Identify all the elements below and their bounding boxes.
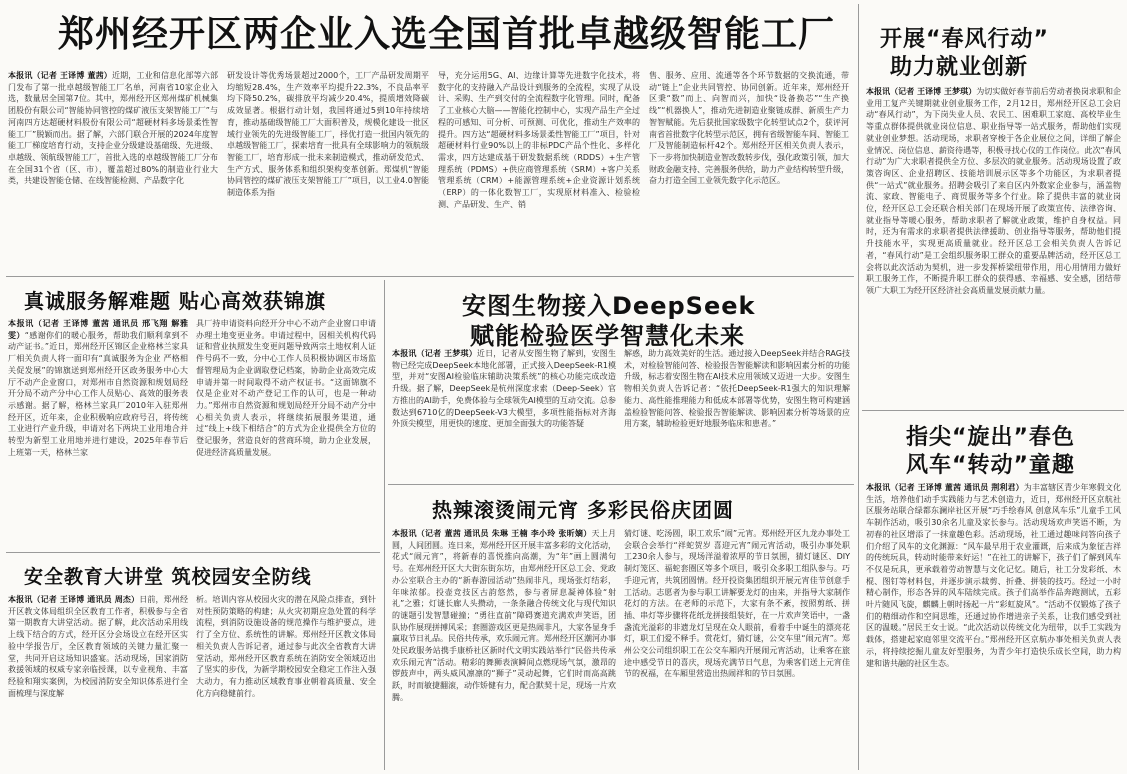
headline-windmill-l1: 指尖“旋出”春色 xyxy=(906,425,1075,450)
a1-text3: 导，充分运用5G、AI、边缘计算等先进数字化技术，将数字化的支持融入产品设计到服务的全流程，实现了从设计、采购、生产到交付的全流程数字化管理。同时，配备了工业核心大脑——智能化控制中心，实现产品生产全过程的可感知、可分析、可预测、可优化，推动生产效率的提升。四方达“超硬材料多场景柔性智能工厂”项目，针对超硬材料行业90%以上的非标PDC产品个性化、多样化需求，四方达建成基于研发数据系统（RDDS）+生产管理系统（PDMS）+供应商管理系统（SRM）+客户关系管理系统（CRM）+能源管理系统+企业资源计划系统（ERP）的一体化数智工厂，实现原材料准入、检验检测、产品研发、生产、销 xyxy=(438,71,640,209)
a3-col1 xyxy=(8,318,188,546)
a7-byline: 本报讯（记者 王译博 董茜 通讯员 荆利君） xyxy=(866,483,1024,492)
headline-safety-lecture: 安全教育大讲堂 筑校园安全防线 xyxy=(24,566,312,588)
a4-col1 xyxy=(392,348,616,480)
divider-left-1 xyxy=(6,552,380,553)
a6-byline: 本报讯（记者 王译博 通讯员 周杰） xyxy=(8,595,140,604)
a5-text2: 猜灯谜、吃汤圆，职工欢乐“闹”元宵。郑州经开区九龙办事处工会联合会举行“祥蛇贺岁 喜迎元宵”闹元宵活动，吸引办事处职工230余人参与，现场洋溢着浓厚的节日氛围，猜灯谜区、DIY制灯笼区、福蛇套圈区等多个项目，吸引众多职工组队参与。巧手迎元宵，共筑团圆情。经开投资集团组织开展元宵佳节创意手工活动。志愿者为参与职工讲解要龙灯的由来，并指导大家制作花灯的方法。在老师的示范下，大家有条不紊，按照剪纸、拼插、串灯等步骤将花纸龙拼接组装好，在一片欢声笑语中，一盏盏流光溢彩的非遗龙灯呈现在众人眼前，看着手中诞生的漂亮花灯，职工们爱不释手。赏花灯，猜灯谜，公交车里“闹元宵”。郑州公交公司组织职工在公交车厢内开展闹元宵活动，让乘客在旅途中感受节日的喜庆，现场充满节日气息，为乘客们送上元宵佳节的祝福，在车厢里营造出热闹祥和的节日氛围。 xyxy=(624,529,850,679)
headline-smart-factory: 郑州经开区两企业入选全国首批卓越级智能工厂 xyxy=(58,14,836,55)
a5-byline: 本报讯（记者 董茜 通讯员 朱琳 王楠 李小玲 张昕嫡） xyxy=(392,529,592,538)
a7-text: 为丰富辖区青少年寒假文化生活，培养他们动手实践能力与艺术创造力，近日，郑州经开区京航社区服务站联合绿都东澜岸社区开展“巧手绘春风 创意风车乐”儿童手工风车制作活动，吸引30余名儿童及家长参与。活动现场欢声笑语不断，为初春的社区增添了一抹童趣色彩。活动现场，社工通过趣味问答向孩子们介绍了风车的文化渊源：“风车最早用于农业灌溉，后来成为象征吉祥的传统玩具，转动时能带来好运！”在社工的讲解下，孩子们了解到风车不仅是玩具，更承载着劳动智慧与文化记忆。随后，社工分发彩纸、木棍、图钉等材料包，并逐步演示裁剪、折叠、拼装的技巧。经过一小时精心制作，形态各异的风车陆续完成。孩子们高举作品奔跑测试，五彩叶片随风飞旋，麒麟上朝时扬起一片“彩虹旋风”。“活动不仅锻炼了孩子们的精细动作和空间思维，还通过协作增进亲子关系，让我们感受到社区的温暖。”居民王女士说。“此次活动以传统文化为纽带，以手工实践为载体，搭建起家庭邻里交流平台。”郑州经开区京航办事处相关负责人表示，将持续挖掘儿童友好型服务，为青少年打造快乐成长空间，助力构建和谐共融的社区生态。 xyxy=(866,483,1121,668)
a1-col2 xyxy=(227,70,429,270)
a6-col2 xyxy=(196,594,376,770)
a7-col1 xyxy=(866,482,1121,770)
a5-col1 xyxy=(392,528,616,768)
a1-col1 xyxy=(8,70,218,270)
a3-text2: 具厂持申请资料向经开分中心不动产企业窗口申请办理土地变更业务。申请过程中，因相关机构代码证和营业执照发生变更问题导致两宗土地权利人证件号码不一致，分中心工作人员积极协调区市场监督管理局为企业调取登记档案，协助企业高效完成申请并第一时间取得不动产权证书。“这面锦旗不仅是企业对不动产登记工作的认可，也是一种动力。”郑州市自然资源和规划局经开分局不动产分中心相关负责人表示，将继续拓展服务渠道，通过“线上+线下相结合”的方式为企业提供全方位的登记服务，营造良好的营商环境，助力企业发展，促进经济高质量发展。 xyxy=(196,319,376,457)
a3-byline: 本报讯（记者 王译博 董茜 通讯员 邢飞翔 解雅雯） xyxy=(8,319,188,340)
a2-text: 为切实做好春节前后劳动者换岗求职和企业用工复产关键期就业创业服务工作，2月12日，郑州经开区总工会启动“春风行动”，为下岗失业人员、农民工、困难职工家庭、高校毕业生等重点群体提供就业岗位信息、职业指导等一站式服务，帮助他们实现就业创业梦想。活动现场，求职者穿梭于各企业展位之间，详细了解企业情况、岗位信息、薪资待遇等，积极寻找心仪的工作岗位。此次“春风行动”为广大求职者提供全方位、多层次的就业服务。活动现场设置了政策咨询区、企业招聘区、技能培训展示区等多个功能区，为求职者提供“一站式”就业服务。招聘会吸引了来自区内外数家企业参与，涵盖物流、家政、智能电子、商贸服务等多个行业。除了提供丰富的就业岗位，经开区总工会还联合相关部门在现场开展了政策宣传、法律咨询、就业指导等暖心服务，帮助求职者了解就业政策，维护自身权益。同时，还为有需求的求职者提供法律援助、创业指导等服务，帮助他们提升技能水平，实现更高质量就业。经开区总工会相关负责人告诉记者，“春风行动”是工会组织服务职工群众的重要品牌活动，经开区总工会将以此次活动为契机，进一步发挥桥梁纽带作用，用心用情用力做好职工服务工作，不断提升职工群众的获得感、幸福感、安全感，团结带领广大职工为经开区经济社会高质量发展贡献力量。 xyxy=(866,87,1121,295)
divider-right-1 xyxy=(862,410,1124,411)
a4-text1: 近日，记者从安图生物了解到，安图生物已经完成DeepSeek本地化部署，正式接入DeepSeek-R1模型，并对“安图AI检验临床辅助决策系统”的核心功能完成改造升级。据了解，DeepSeek是杭州深度求索（Deep-Seek）官方推出的AI助手，免费体验与全球领先AI模型的互动交流。总参数达到6710亿的DeepSeek-V3大模型，多项性能指标对齐海外顶尖模型，用更快的速度、更加全面强大的功能答疑 xyxy=(392,349,616,429)
divider-row1 xyxy=(6,276,854,277)
a5-text1: 天上月圆，人间团圆。连日来，郑州经开区开展丰富多彩的文化活动，花式“闹元宵”，将新春的喜悦推向高潮，为“年”画上圆满句号。在郑州经开区大大街东街东坊，由郑州经开区总工会、党政办公室联合主办的“新春游园活动”热闹非凡，现场张灯结彩，年味浓郁。投壶竞技区古韵悠然，参与者屏息凝神体验“射礼”之雅；灯谜长廊人头攒动，一条条融合传统文化与现代知识的谜题引发智慧碰撞；“勇往直前”障碍赛道充满欢声笑语，团队协作展现拼搏风采；套圈游戏区更是热闹非凡，大家各显身手赢取节日礼品。民俗共传承，欢乐闹元宵。郑州经开区潮河办事处民政服务站携手康桥社区新时代文明实践站举行“民俗共传承 欢乐闹元宵”活动。精彩的舞狮表演瞬间点燃现场气氛，激昂的锣鼓声中，两头威风凛凛的“狮子”灵动起舞，它们时而高高跳跃，时而敏捷翻滚，动作矫健有力，配合默契十足，现场一片欢腾。 xyxy=(392,529,616,702)
a3-col2 xyxy=(196,318,376,546)
a1-col3 xyxy=(438,70,640,270)
a1-col4 xyxy=(649,70,849,270)
a6-text2: 析。培训内容从校园火灾的潜在风险点排查，到针对性预防策略的构建；从火灾初期应急处置的科学流程，到消防设施设备的规范操作与维护要点，进行了全方位、系统性的讲解。郑州经开区教文体局相关负责人告诉记者，通过参与此次全省教育大讲堂活动，郑州经开区教育系统在消防安全领域迈出了坚实的步伐，为新学期校园安全稳定工作注入强大动力，有力推动区域教育事业朝着高质量、安全化方向稳健前行。 xyxy=(196,595,376,698)
a5-col2 xyxy=(624,528,850,768)
a2-col1 xyxy=(866,86,1121,406)
a1-byline: 本报讯（记者 王译博 董茜） xyxy=(8,71,112,80)
a4-col2 xyxy=(624,348,850,480)
a4-text2: 解惑，助力高效美好的生活。通过接入DeepSeek并结合RAG技术，对检验智能问答、检验报告智能解读和影响因素分析的功能升级，标志着安图生物在AI技术应用领域又迈进一大步。安图生物相关负责人告诉记者：“依托DeepSeek-R1强大的知识理解能力、高性能推理能力和低成本部署等优势，安图生物可构建涵盖检验智能问答、检验报告智能解读、影响因素分析等场景的应用方案，辅助检验更好地服务临床和患者。” xyxy=(624,349,850,429)
headline-antu-l1: 安图生物接入DeepSeek xyxy=(462,292,756,320)
headline-spring-wind-l1: 开展“春风行动” xyxy=(880,27,1049,52)
a1-text2: 研发设计等优秀场景超过2000个，工厂产品研发周期平均缩短28.4%，生产效率平均提升22.3%，不良品率平均下降50.2%，碳排放平均减少20.4%，提质增效降碳成效显著。根据行动计划，我国将通过5到10年持续培育，推动基础级智能工厂大面积普及，规模化建设一批区域行业领先的先进级智能工厂，择优打造一批国内领先的卓越级智能工厂，探索培育一批具有全球影响力的领航级智能工厂，培育形成一批未来制造模式，推动研发范式、生产方式、服务体系和组织架构变革创新。郑煤机“智能协同管控的煤矿液压支架智能工厂”项目，以工业4.0智能制造体系为指 xyxy=(227,71,429,198)
a1-text4: 售、服务、应用、流通等各个环节数据的交换流通，带动“链上”企业共同管控、协同创新。近年来，郑州经开区秉“数”而上、向智而兴，加快“设备换芯”“生产换线”“机器换人”，推动先进制造业聚链成群、新质生产力智智赋能。先后获批国家级数字化转型试点2个，获评河南省首批数字化转型示范区，拥有省级智能车间、智能工厂及智能制造标杆42个。郑州经开区相关负责人表示，下一步将加快制造业智改数转步伐，强化政策引领，加大财政金融支持、完善服务供给，助力产业结构转型升级，奋力打造全国工业领先数字化示范区。 xyxy=(649,71,849,186)
divider-left-col xyxy=(384,280,385,770)
headline-lantern-festival: 热辣滚烫闹元宵 多彩民俗庆团圆 xyxy=(432,498,734,522)
headline-sincere-service: 真诚服务解难题 贴心高效获锦旗 xyxy=(24,289,326,313)
headline-spring-wind-l2: 助力就业创新 xyxy=(890,55,1029,80)
a1-text1: 近期，工业和信息化部等六部门发布了第一批卓越级智能工厂名单，河南省10家企业入选，数量居全国第7位。其中，郑州经开区郑州煤矿机械集团股份有限公司“智能协同管控的煤矿液压支架智能工厂”与河南四方达超硬材料股份有限公司“超硬材料多场景柔性智能工厂”脱颖而出。据了解，六部门联合开展的2024年度智能工厂梯度培育行动，支持企业分级建设基础级、先进级、卓越级、领航级智能工厂，首批入选的卓越级智能工厂分布在全国31个省（区、市），覆盖超过80%的制造业行业大类，共建设智能仓储、在线智能检测、产品数字化 xyxy=(8,71,218,186)
headline-antu-l2: 赋能检验医学智慧化未来 xyxy=(470,322,745,350)
a4-byline: 本报讯（记者 王梦琪） xyxy=(392,349,477,358)
divider-right xyxy=(858,4,859,770)
a2-byline: 本报讯（记者 王译博 王梦琪） xyxy=(866,87,977,96)
a6-col1 xyxy=(8,594,188,770)
a6-text1: 日前，郑州经开区教文体局组织全区教育工作者，积极参与全省第一期教育大讲堂活动。据了解，此次活动采用线上线下结合的方式，经开区分会场设立在经开区实验中学报告厅，全区教育领域的关键力量汇聚一堂，共同开启这场知识盛宴。活动现场，国家消防救援领域的权威专家亲临授课，以专业视角、丰富经验和翔实案例，为校园消防安全知识体系进行全面梳理与深度解 xyxy=(8,595,188,698)
divider-mid-1 xyxy=(388,484,854,485)
headline-windmill-l2: 风车“转动”童趣 xyxy=(906,453,1075,478)
a3-text1: “感谢你们的暖心服务，帮助我们顺利拿到不动产证书。”近日，郑州经开区锦区企业格林兰家具厂相关负责人将一面印有“真诚服务为企业 严格相关促发展”的锦旗送到郑州经开区政务服务中心大厅不动产企业窗口，对郑州市自然资源和规划局经开分局不动产分中心工作人员贴心、高效的服务表示感谢。据了解，格林兰家具厂2010年入驻郑州经开区，近年来，企业积极响应政府号召，将传统工业进行产业升级，申请对名下两块工业用地合并转型为新型工业用地并进行建设，2025年春节后上班第一天，格林兰家 xyxy=(8,330,188,457)
